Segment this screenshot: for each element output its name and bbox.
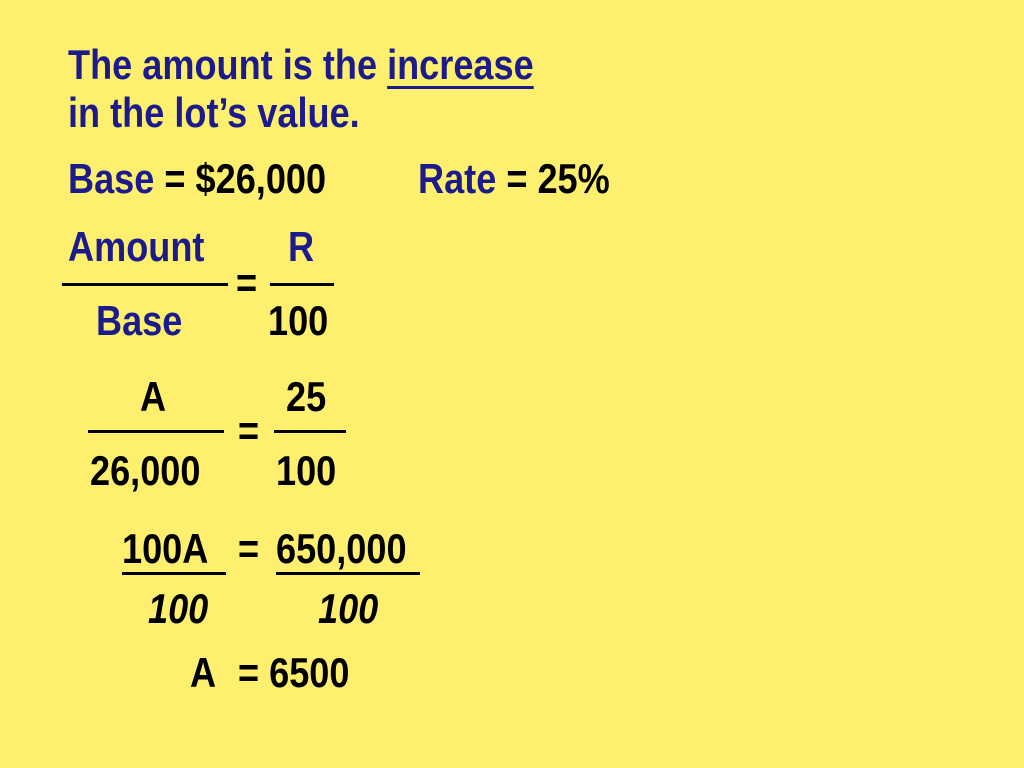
base-given xyxy=(68,155,327,202)
heading-line-2: in the lot’s value. xyxy=(68,89,360,136)
rate-given xyxy=(418,155,610,202)
proportion-rhs-numerator: R xyxy=(288,223,315,270)
substitution-equals: = xyxy=(238,407,260,454)
result-variable: A xyxy=(190,649,217,696)
heading-line-1 xyxy=(68,41,534,88)
cross-multiply-rhs: 650,000 xyxy=(276,525,407,572)
proportion-equals: = xyxy=(236,259,258,306)
substitution-denominator: 26,000 xyxy=(90,447,201,494)
result-value: = 6500 xyxy=(238,649,350,696)
proportion-fraction-bar xyxy=(62,283,228,286)
cross-multiply-lhs-underline xyxy=(122,572,226,575)
proportion-numerator: Amount xyxy=(68,223,205,270)
proportion-rhs-fraction-bar xyxy=(270,283,334,286)
heading-text: The amount is the xyxy=(68,41,388,88)
base-label: Base xyxy=(68,155,155,202)
rate-label: Rate xyxy=(418,155,497,202)
cross-multiply-rhs-divisor: 100 xyxy=(318,585,379,632)
rate-value: = 25% xyxy=(496,155,610,202)
base-value: = $26,000 xyxy=(154,155,327,202)
substitution-rhs-denominator: 100 xyxy=(276,447,337,494)
proportion-denominator: Base xyxy=(96,297,183,344)
proportion-rhs-denominator: 100 xyxy=(268,297,329,344)
substitution-numerator: A xyxy=(140,373,167,420)
substitution-rhs-fraction-bar xyxy=(274,430,346,433)
cross-multiply-lhs: 100A xyxy=(122,525,209,572)
substitution-fraction-bar xyxy=(88,430,224,433)
heading-highlight-word: increase xyxy=(387,41,534,88)
cross-multiply-lhs-divisor: 100 xyxy=(148,585,209,632)
substitution-rhs-numerator: 25 xyxy=(286,373,327,420)
cross-multiply-equals: = xyxy=(238,525,260,572)
cross-multiply-rhs-underline xyxy=(276,572,420,575)
